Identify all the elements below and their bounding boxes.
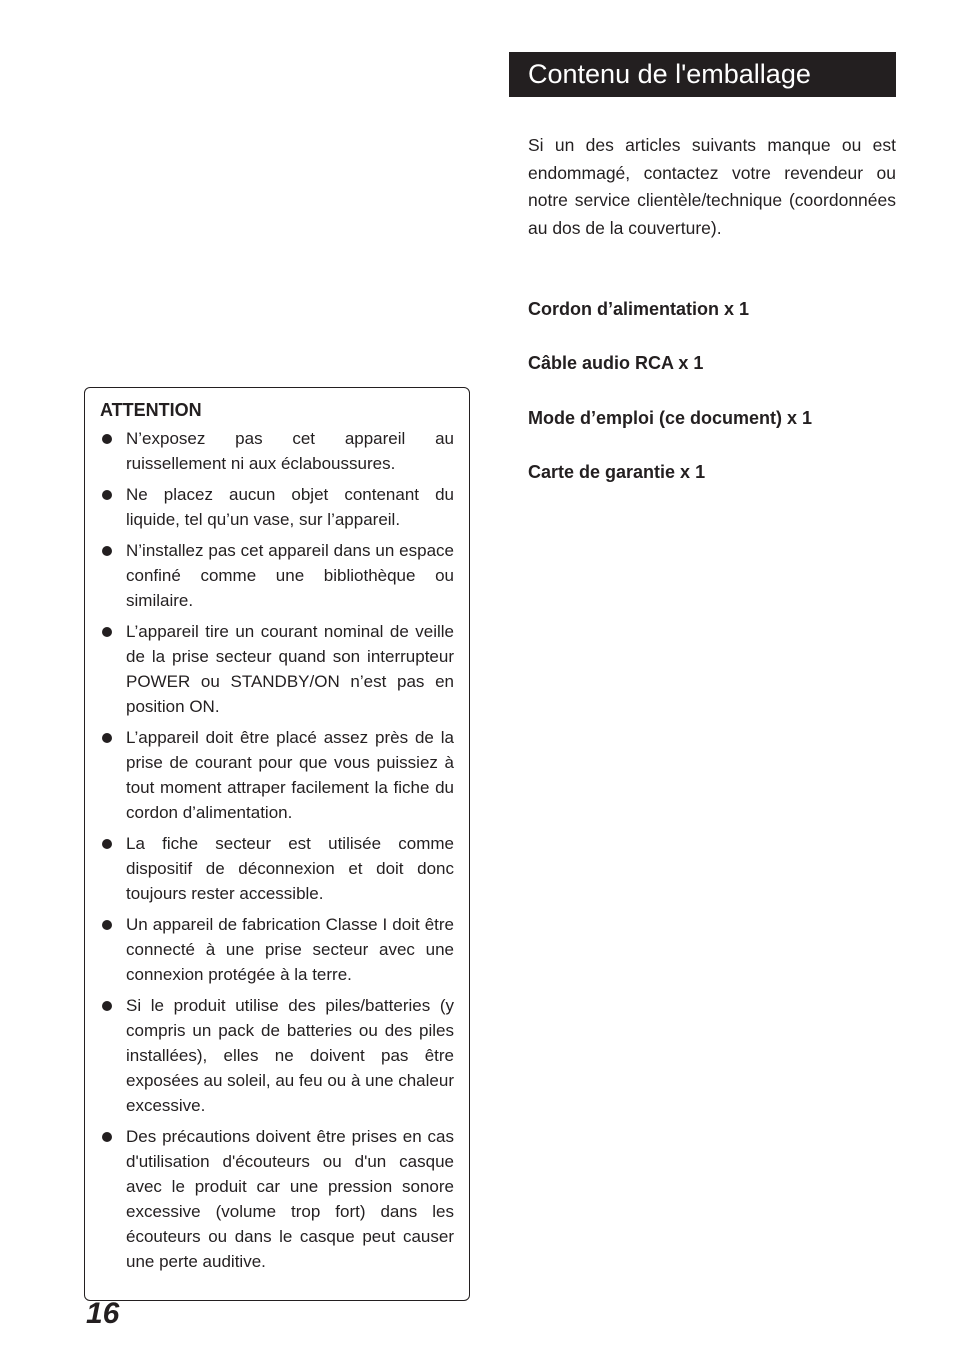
attention-item (100, 725, 454, 825)
attention-box (84, 387, 470, 1301)
attention-item-text: La fiche secteur est utilisée comme dispositif de déconnexion et doit donc toujours rester accessible. (126, 834, 454, 903)
attention-item (100, 482, 454, 532)
attention-item-text: L’appareil doit être placé assez près de la prise de courant pour que vous puissiez à tout moment attraper facilement la fiche du cordon d’alimentation. (126, 728, 454, 822)
bullet-icon (102, 434, 112, 444)
attention-item (100, 1124, 454, 1274)
bullet-icon (102, 546, 112, 556)
attention-item (100, 538, 454, 613)
bullet-icon (102, 920, 112, 930)
bullet-icon (102, 627, 112, 637)
bullet-icon (102, 839, 112, 849)
attention-item (100, 831, 454, 906)
intro-paragraph: Si un des articles suivants manque ou est endommagé, contactez votre revendeur ou notre service clientèle/technique (coordonnées au dos de la couverture). (528, 135, 896, 238)
attention-item (100, 619, 454, 719)
bullet-icon (102, 1001, 112, 1011)
page-number: 16 (86, 1297, 120, 1330)
attention-item (100, 912, 454, 987)
section-title: Contenu de l'emballage (509, 52, 896, 97)
bullet-icon (102, 490, 112, 500)
attention-list (100, 426, 454, 1280)
package-item-warranty-card: Carte de garantie x 1 (528, 462, 706, 482)
attention-item (100, 993, 454, 1118)
attention-item-text: N’exposez pas cet appareil au ruissellement ni aux éclaboussures. (126, 429, 454, 473)
bullet-icon (102, 733, 112, 743)
attention-item-text: Si le produit utilise des piles/batteries (y compris un pack de batteries ou des piles installées), elles ne doivent pas être exposées au soleil, au feu ou à une chaleur excessive. (126, 996, 454, 1115)
attention-item-text: Un appareil de fabrication Classe I doit être connecté à une prise secteur avec une connexion protégée à la terre. (126, 915, 454, 984)
attention-item (100, 426, 454, 476)
package-item-rca-cable: Câble audio RCA x 1 (528, 353, 704, 373)
attention-item-text: Des précautions doivent être prises en cas d'utilisation d'écouteurs ou d'un casque avec le produit car une pression sonore excessive (volume trop fort) dans les écouteurs ou dans le casque peut causer une perte auditive. (126, 1127, 454, 1271)
attention-item-text: Ne placez aucun objet contenant du liquide, tel qu’un vase, sur l’appareil. (126, 485, 454, 529)
package-item-power-cord: Cordon d’alimentation x 1 (528, 299, 750, 319)
package-item-manual: Mode d’emploi (ce document) x 1 (528, 408, 813, 428)
bullet-icon (102, 1132, 112, 1142)
attention-item-text: L’appareil tire un courant nominal de veille de la prise secteur quand son interrupteur POWER ou STANDBY/ON n’est pas en position ON. (126, 622, 454, 716)
attention-title: ATTENTION (100, 400, 202, 420)
attention-item-text: N’installez pas cet appareil dans un espace confiné comme une bibliothèque ou similaire. (126, 541, 454, 610)
